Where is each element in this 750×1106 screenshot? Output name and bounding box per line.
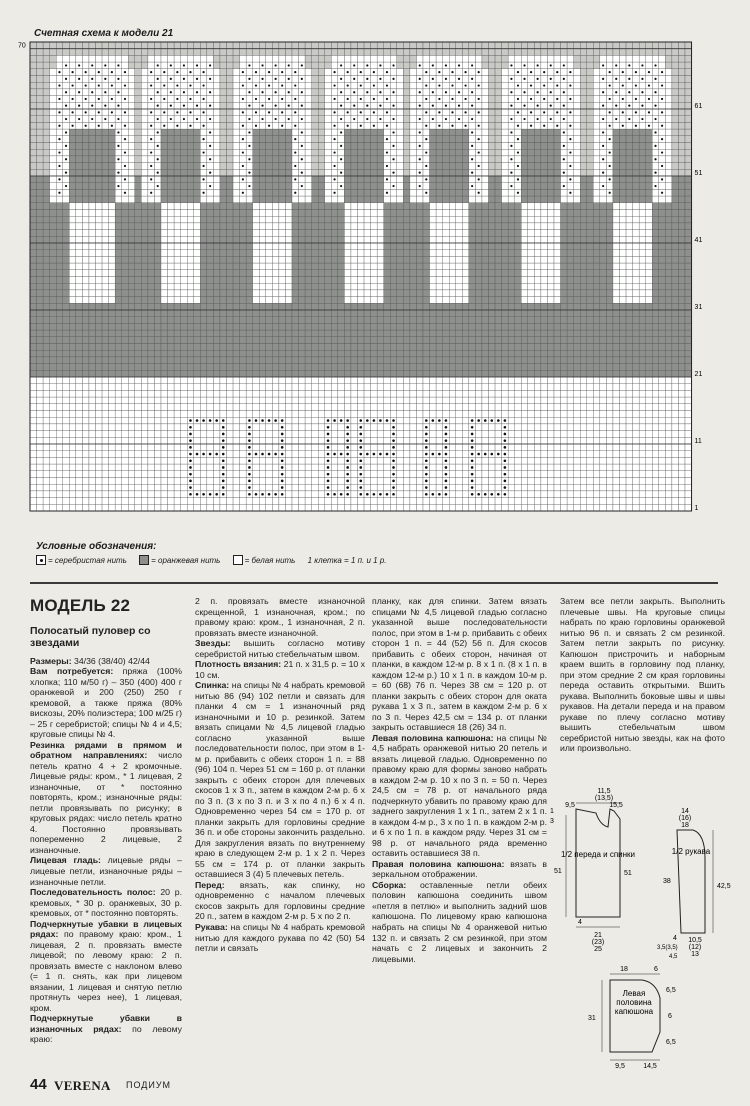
sleeve-b3: 13 [691,951,699,958]
section-divider [30,582,718,584]
col2-body-paragraph [195,596,365,638]
paragraph-heading: Лицевая гладь: [30,855,101,866]
paragraph-text: планку, как для спинки. Затем вязать спицами № 4,5 лицевой гладью согласно указанной выше последовательности полос, при этом в 1-м р. прибавить с обеих сторон 1 п. = 44 (52) 56 п. Для скосов прибавить с обеих сторон, начиная от планки, в каждом 12-м р. 8 х 1 п. (8 х 1 п. в каждом 12-м р.) 10 х 1 п. в каждом 10-м р. = 60 (68) 76 п. Через 38 см = 120 р. от планки закрыть с обеих сторон для оката рукава 1 х 3 п., затем в каждом 2-м р. 6 х по 3 п. Через 42,5 см = 134 р. от планки закрыть оставшиеся 18 (26) 34 п. [372,596,547,733]
body-dim-51b: 51 [624,870,632,877]
body-top-2: (13,5) [594,795,614,802]
col2-body-paragraph [195,638,365,659]
knitting-chart [0,38,750,528]
hood-pattern-diagram [580,962,700,1070]
chart-title: Счетная схема к модели 21 [34,28,174,39]
paragraph-text: число петель кратно 4 + 2 кромочные. Лицевые ряды: кром., * 1 лицевая, 2 изнаночные, от * постоянно повторять, кром.; изнаночные ряды: петли провязывать по рисунку; в круговых рядах: число петель кратно 4. Постоянно провязывать попеременно 2 лицевые, 2 изнаночные. [30,750,183,855]
paragraph-text: вязать, как спинку, но одновременно с началом плечевых скосов закрыть для горловины средние 20 п., затем в каждом 2-м р. 5 х по 2 п. [195,879,365,922]
text-column-4 [560,596,725,754]
white-swatch [233,555,243,565]
body-bot-3: 25 [594,946,602,953]
col2-body-paragraph [195,880,365,922]
legend-orange: = оранжевая нить [151,556,221,565]
paragraph-heading: Сборка: [372,879,407,890]
hood-top: 18 [620,966,628,973]
row-label: 11 [694,438,702,445]
col3-body-paragraph [372,596,547,733]
col1-body-paragraph [30,887,182,919]
col1-body-paragraph [30,855,182,887]
paragraph-heading: Рукава: [195,921,228,932]
paragraph-text: лицевые ряды – лицевые петли, изнаночные ряды – изнаночные петли. [30,855,182,887]
paragraph-text: пряжа (100% хлопка; 110 м/50 г) – 350 (400) 400 г оранжевой и 200 (250) 250 г кремовой, а также пряжа (80% вискозы, 20% полиэстера; 100 м/25 г) – 25 г серебристой; спицы № 4 и 4,5; круговые спицы № 4. [30,666,182,740]
row-label: 1 [694,505,699,512]
page-footer [30,1070,330,1096]
paragraph-heading: Подчеркнутые убавки в изнаночных рядах: [30,1013,182,1034]
body-top-3: 15,5 [609,802,623,809]
sleeve-t2: (16) [678,815,692,822]
sleeve-right: 42,5 [717,883,731,890]
paragraph-text: по левому краю: [30,1023,182,1045]
sleeve-b4: 3,5(3,5) [657,945,678,951]
hood-right-mid: 6 [668,1013,672,1020]
brand-subtitle: ПОДИУМ [126,1080,172,1090]
paragraph-heading: Резинка рядами в прямом и обратном направлениях: [30,739,182,761]
paragraph-heading: Левая половина капюшона: [372,732,494,743]
row-label: 21 [694,371,703,378]
text-column-2 [195,596,365,954]
paragraph-text: на спицы № 4,5 набрать оранжевой нитью 20 петель и вязать лицевой гладью. Одновременно по правому краю для формы заново набрать в каждом 2-м р. 10 х по 3 п. = 50 п. Через 24,5 см = 78 р. от начального ряда подчеркнуто убавить по правому краю для заднего закругления 1 х 1 п., затем 2 х 1 п. в каждом 4-м р., 3 х по 1 п. в каждом 2-м р. и 6 х по 1 п. в каждом ряду. Через 31 см = 98 р. от начального ряда временно оставить оставшиеся 38 п. [372,732,548,859]
paragraph-text: вязать в зеркальном отображении. [372,858,547,880]
paragraph-heading: Плотность вязания: [195,659,282,670]
col1-body-paragraph [30,666,182,740]
hood-left: 31 [588,1015,596,1022]
silver-swatch [36,555,46,565]
col3-body-paragraph [372,880,547,964]
hood-top-small: 6 [654,966,658,973]
hood-right-top: 6,5 [666,987,676,994]
page-number: 44 [30,1076,47,1093]
row-label: 70 [18,42,26,50]
body-pattern-diagram [548,785,648,965]
paragraph-heading: Звезды: [195,638,231,649]
paragraph-text: 34/36 (38/40) 42/44 [71,655,150,666]
paragraph-heading: Размеры: [30,655,72,666]
col3-body-paragraph [372,733,547,859]
sleeve-t1: 14 [681,808,689,815]
model-title: МОДЕЛЬ 22 [30,596,131,615]
legend-title: Условные обозначения: [36,541,157,552]
legend [36,555,387,565]
hood-label-3: капюшона [614,1007,654,1016]
body-bot-1: 21 [594,932,602,939]
sleeve-pattern-diagram [655,808,745,968]
body-frac-3: 3 [550,818,554,825]
body-side-top: 9,5 [565,802,575,809]
legend-silver: = серебристая нить [48,556,127,565]
sleeve-b2: (12) [688,944,702,951]
orange-swatch [139,555,149,565]
model-subtitle: Полосатый пуловер со звездами [30,624,151,649]
sleeve-b6: 4 [673,935,677,942]
paragraph-text: 21 п. х 31,5 р. = 10 х 10 см. [195,659,366,680]
row-label: 61 [694,103,703,110]
paragraph-heading: Правая половина капюшона: [372,858,505,869]
body-label-1: 1/2 переда и спинки [560,850,636,859]
paragraph-text: 20 р. кремовых, * 30 р. оранжевых, 30 р. кремовых, от * постоянно повторять. [30,887,182,919]
paragraph-text: 2 п. провязать вместе изнаночной скрещенной, 1 изнаночная, кром.; по правому краю: кром., 1 изнаночная, 2 п. провязать вместе изнаночной. [195,596,365,638]
paragraph-text: по правому краю: кром., 1 лицевая, 2 п. провязать вместе лицевой; по левому краю: 2 п. провязать вместе с наклоном влево (= 1 п. снять, как при лицевом вязании, 1 лицевая и снятую петлю протянуть через нее), 1 лицевая, кром. [30,929,182,1013]
sleeve-b5: 4,5 [669,954,678,960]
chart-grid [0,38,750,528]
col2-body-paragraph [195,922,365,954]
paragraph-heading: Вам потребуется: [30,666,114,677]
body-bot-2: (23) [591,939,605,946]
paragraph-text: на спицы № 4 набрать кремовой нитью 86 (94) 102 петли и связать для планки 4 см = 1 изнаночный ряд изнаночными и 10 р. резинкой. Затем вязать спицами № 4,5 лицевой гладью согласно указанной выше последовательности полос, при этом в 1-м р. прибавить с обеих сторон 1 п. = 88 (96) 104 п. Через 51 см = 160 р. от планки закрыть с обеих сторон для плечевых скосов 1 х 3 п., затем в каждом 2-м р. 6 х по 3 п. (3 х по 3 п. и 3 х по 4 п.) 6 х 4 п. Одновременно через 54 см = 170 р. от планки закрыть для горловины средние 36 п. и обе стороны закончить раздельно. Для закругления вязать по внутреннему краю в следующем 2-м р. 1 х 2 п. Через 55 см = 174 р. от планки закрыть оставшиеся 3 (4) 5 плечевых петель. [195,680,365,880]
sleeve-label-1: 1/2 рукава [671,847,711,856]
legend-white: = белая нить [244,556,296,565]
text-column-3 [372,596,547,964]
paragraph-text: вышить согласно мотиву серебристой нитью стебельчатым швом. [195,638,365,659]
text-column-1 [30,596,182,1045]
hood-bot-1: 9,5 [615,1063,625,1070]
col2-body-paragraph [195,659,365,680]
hood-label-1: Левая [622,989,646,998]
col1-body-paragraph [30,656,182,667]
body-top-1: 11,5 [597,788,611,795]
sleeve-b1: 10,5 [688,937,702,944]
col4-body-paragraph [560,596,725,754]
hood-label-2: половина [616,998,652,1007]
row-label: 51 [694,170,703,177]
row-label: 31 [694,304,703,311]
paragraph-text: на спицы № 4 набрать кремовой нитью для каждого рукава по 42 (50) 54 петли и связать [195,921,365,954]
sleeve-side: 38 [663,878,671,885]
col2-body-paragraph [195,680,365,880]
legend-scale: 1 клетка = 1 п. и 1 р. [307,556,387,565]
col1-body-paragraph [30,1013,182,1045]
hood-bot-2: 14,5 [643,1063,657,1070]
body-frac-1: 1 [550,808,554,815]
row-label: 41 [694,237,703,244]
body-dim-4: 4 [578,919,582,926]
paragraph-text: Затем все петли закрыть. Выполнить плечевые швы. На круговые спицы набрать по краю горловины оранжевой нитью 96 п. и связать 2 см резинкой. Затем петли закрыть по рисунку. Капюшон пристрочить и наборным краем вшить в горловину под планку, при этом средние 2 см края горловины переда оставить открытыми. Вшить рукава. Выполнить боковые швы и швы рукавов. На детали переда и на правом рукаве по плечу согласно мотиву вышить стебельчатым швом серебристой нитью звезды, как на фото или произвольно. [560,596,725,754]
brand-logo: VERENA [54,1078,111,1093]
col1-body-paragraph [30,919,182,1014]
sleeve-t3: 18 [681,822,689,829]
paragraph-heading: Подчеркнутые убавки в лицевых рядах: [30,918,182,940]
body-dim-51a: 51 [554,868,562,875]
paragraph-heading: Спинка: [195,680,230,691]
hood-right-bot: 6,5 [666,1039,676,1046]
paragraph-heading: Перед: [195,879,225,890]
col3-body-paragraph [372,859,547,880]
column-1-body [30,656,182,1045]
paragraph-heading: Последовательность полос: [30,887,156,898]
col1-body-paragraph [30,740,182,856]
paragraph-text: оставленные петли обеих половин капюшона соединить швом «петля в петлю» и выполнить задний шов капюшона. По лицевому краю капюшона набрать на спицы № 4 оранжевой нитью 132 п. и связать 2 см резинкой, при этом начать с 2 лицевых и закончить 2 лицевыми. [372,879,547,964]
